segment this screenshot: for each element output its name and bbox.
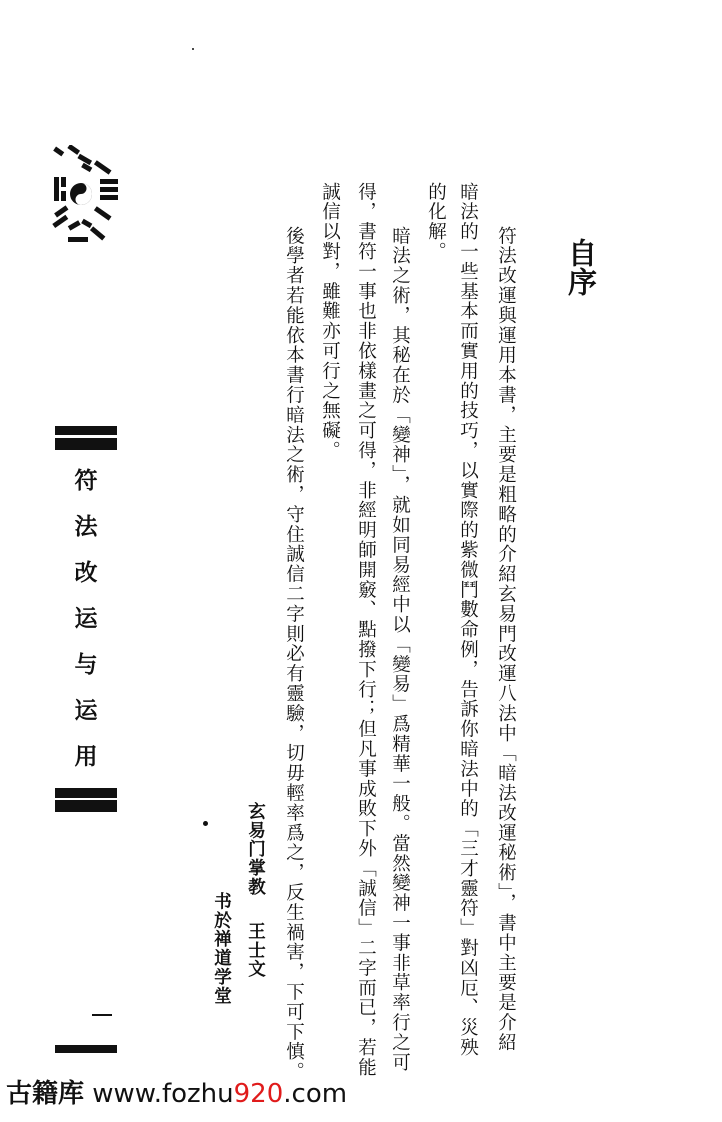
page-title: 自序 — [564, 238, 598, 296]
speck — [203, 821, 208, 826]
side-title-top-bar-2 — [55, 438, 117, 450]
speck — [192, 48, 194, 50]
side-title-char: 用 — [74, 744, 98, 770]
paragraph-line: 誠信以對，雖難亦可行之無礙。 — [319, 182, 341, 461]
side-title-bottom-bar — [55, 788, 117, 798]
paragraph-line: 符法改運與運用本書，主要是粗略的介紹玄易門改運八法中「暗法改運秘術」，書中主要是介紹 — [495, 226, 517, 1053]
paragraph-line: 的化解。 — [425, 182, 447, 262]
watermark-url-a: www.fozhu — [92, 1079, 234, 1109]
side-title-char: 与 — [74, 652, 98, 678]
side-title-char: 改 — [74, 560, 98, 586]
signature-name: 王士文 — [245, 922, 266, 979]
watermark — [6, 1081, 347, 1107]
signature-place: 书於禅道学堂 — [211, 892, 232, 1006]
side-title-char: 运 — [74, 698, 98, 724]
side-title-char: 符 — [74, 468, 98, 494]
page-mark-line — [92, 1014, 112, 1016]
paragraph-line: 後學者若能依本書行暗法之術，守住誠信二字則必有靈驗，切毋輕率爲之，反生禍害，下可下慎。 — [283, 226, 305, 1082]
paragraph-line: 暗法的一些基本而實用的技巧，以實際的紫微鬥數命例，告訴你暗法中的「三才靈符」對凶厄、災殃 — [457, 182, 479, 1058]
side-title-top-bar — [55, 426, 117, 435]
side-title-char: 运 — [74, 606, 98, 632]
side-title-bottom-bar-2 — [55, 800, 117, 812]
paragraph-line: 得，書符一事也非依樣畫之可得，非經明師開竅、點撥下行；但凡事成敗下外「誠信」二字而已，若能 — [355, 182, 377, 1078]
page-mark-bar — [55, 1045, 117, 1053]
watermark-url-b: 920 — [233, 1079, 284, 1109]
watermark-name: 古籍库 — [6, 1079, 85, 1109]
signature-title: 玄易门掌教 — [245, 802, 266, 897]
side-title — [64, 470, 108, 792]
side-title-char: 法 — [74, 514, 98, 540]
watermark-url-c: .com — [283, 1079, 348, 1109]
bagua-emblem-icon — [48, 145, 124, 251]
paragraph-line: 暗法之術，其秘在於「變神」，就如同易經中以「變易」爲精華一般。當然變神一事非草率行之可 — [389, 226, 411, 1073]
